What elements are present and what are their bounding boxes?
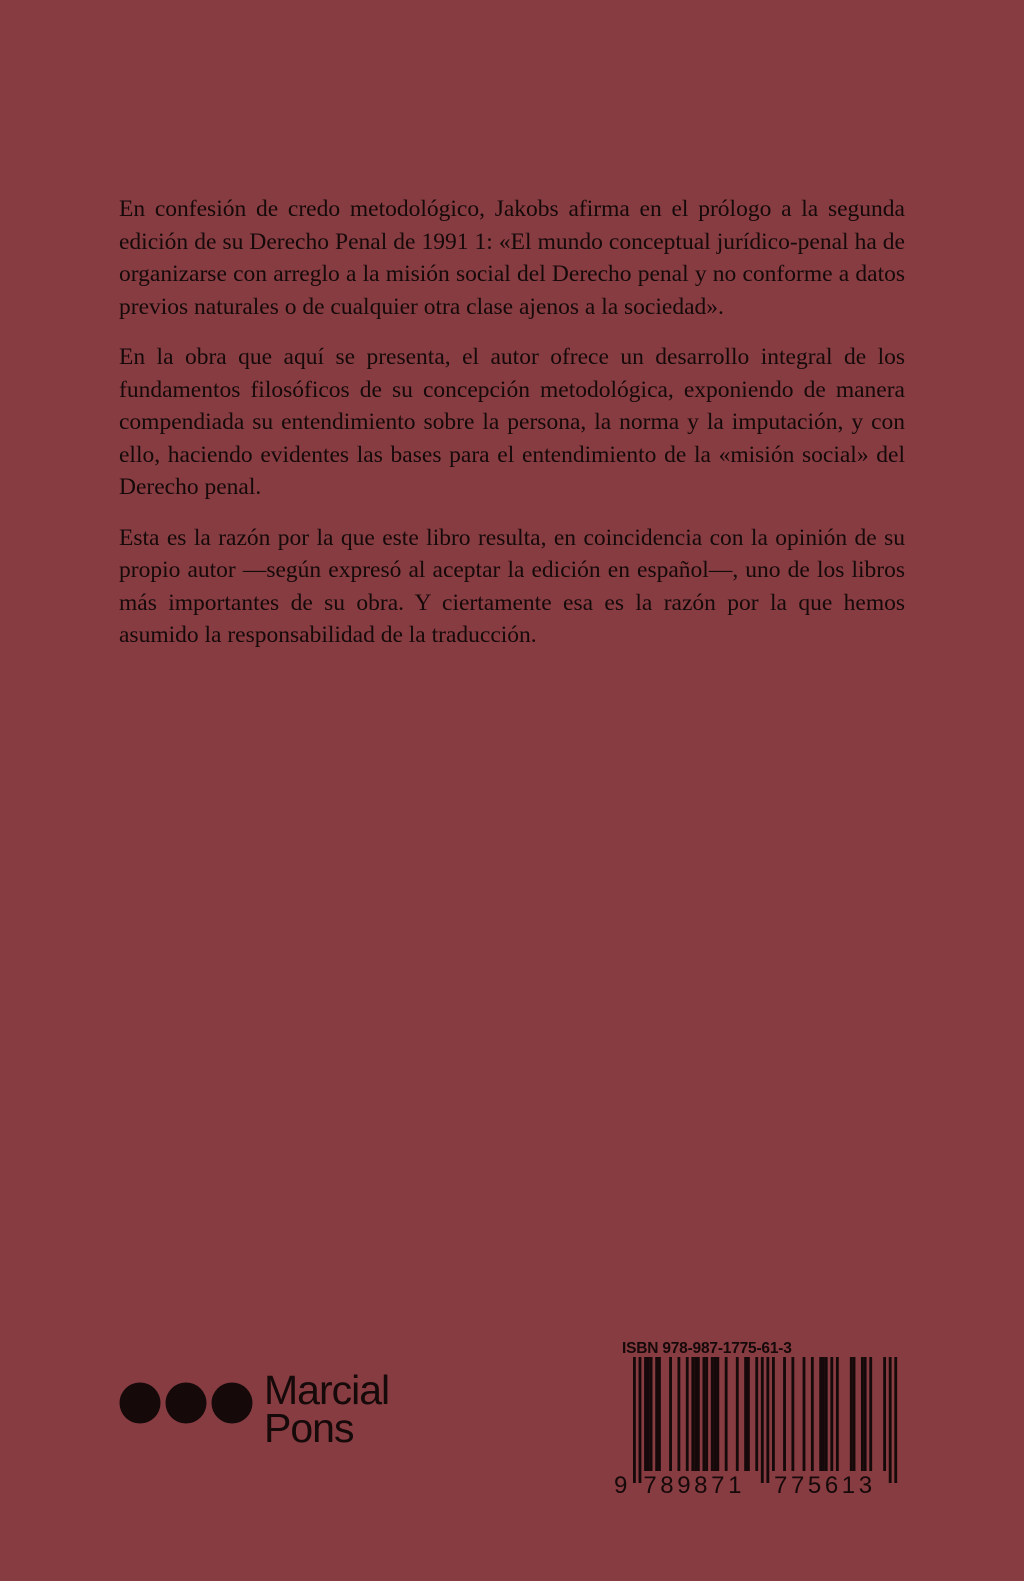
barcode-bar — [716, 1357, 719, 1471]
barcode-bar — [803, 1357, 806, 1471]
barcode-bar — [850, 1357, 853, 1471]
barcode-bar — [755, 1357, 758, 1471]
isbn-barcode — [614, 1340, 908, 1504]
barcode-bar — [714, 1357, 717, 1471]
barcode-bar — [686, 1357, 689, 1471]
blurb-paragraph-2: En la obra que aquí se presenta, el autor ofrece un desarrollo integral de los fundamentos filosóficos de su concepción metodológica, exponiendo de manera compendiada su entendimiento sobre la persona, la norma y la imputación, y con ello, haciendo evidentes las bases para el entendimiento de la «misión social» del Derecho penal. — [119, 344, 905, 500]
barcode-bar — [811, 1357, 814, 1471]
barcode-bar — [644, 1357, 647, 1471]
barcode-bar — [836, 1357, 839, 1471]
barcode-bar — [633, 1357, 636, 1483]
barcode-bar — [736, 1357, 739, 1471]
barcode-bar — [744, 1357, 747, 1471]
barcode-bar — [705, 1357, 708, 1471]
barcode-bar — [766, 1357, 769, 1483]
barcode-bar — [791, 1357, 794, 1471]
barcode-bar — [669, 1357, 672, 1471]
barcode-bar — [711, 1357, 714, 1471]
barcode-bar — [677, 1357, 680, 1471]
blurb-paragraph-1: En confesión de credo metodológico, Jakobs afirma en el prólogo a la segunda edición de su Derecho Penal de 1991 1: «El mundo conceptual jurídico-penal ha de organizarse con arreglo a la misión social del Derecho penal y no conforme a datos previos naturales o de cualquier otra clase ajenos a la sociedad». — [119, 196, 905, 320]
barcode-bar — [658, 1357, 661, 1471]
barcode-bar — [869, 1357, 872, 1471]
barcode-bar — [697, 1357, 700, 1471]
barcode-bar — [822, 1357, 825, 1471]
barcode-bar — [725, 1357, 728, 1471]
publisher-name-line-2: Pons — [264, 1405, 354, 1451]
barcode-right-digits: 775613 — [774, 1472, 876, 1497]
back-cover-blurb — [119, 193, 905, 670]
barcode-bar — [647, 1357, 650, 1471]
barcode-bar — [703, 1357, 706, 1471]
barcode-left-digits: 789871 — [643, 1472, 746, 1497]
barcode-bar — [691, 1357, 694, 1471]
barcode-first-digit: 9 — [614, 1472, 628, 1497]
barcode-bar — [639, 1357, 642, 1483]
barcode-bar — [894, 1357, 897, 1483]
barcode-bar — [819, 1357, 822, 1471]
barcode-bar — [772, 1357, 775, 1471]
blurb-paragraph-3: Esta es la razón por la que este libro resulta, en coincidencia con la opinión de su propio autor —según expresó al aceptar la edición en español—, uno de los libros más importantes de su obra. Y ciertamente esa es la razón por la que hemos asumido la responsabilidad de la traducción. — [119, 524, 905, 648]
barcode-bar — [761, 1357, 764, 1483]
publisher-logo — [119, 1367, 419, 1463]
barcode-bar — [864, 1357, 867, 1471]
publisher-name-line-1: Marcial — [264, 1367, 390, 1413]
barcode-bar — [825, 1357, 828, 1471]
barcode-bar — [694, 1357, 697, 1471]
barcode-bar — [650, 1357, 653, 1471]
barcode-bar — [747, 1357, 750, 1471]
barcode-bar — [830, 1357, 833, 1471]
barcode-bar — [853, 1357, 856, 1471]
three-dark-circles-logo-icon — [119, 1382, 255, 1424]
barcode-bar — [889, 1357, 892, 1483]
barcode-bar — [861, 1357, 864, 1471]
barcode-graphic — [614, 1357, 908, 1497]
barcode-bar — [655, 1357, 658, 1471]
isbn-label: ISBN 978-987-1775-61-3 — [622, 1340, 792, 1357]
barcode-bar — [783, 1357, 786, 1471]
publisher-name — [264, 1367, 390, 1451]
barcode-bar — [883, 1357, 886, 1471]
